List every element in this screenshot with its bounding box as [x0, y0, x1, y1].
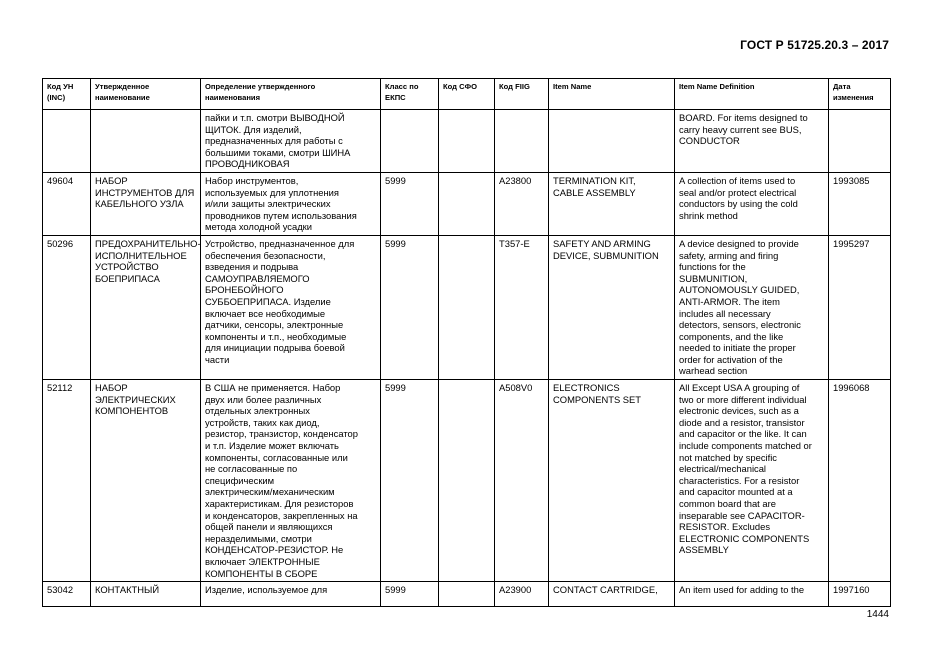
cell-name — [91, 110, 201, 173]
col-header-inc: Код УН (INC) — [43, 79, 91, 110]
cell-name: КОНТАКТНЫЙ — [91, 582, 201, 607]
table-row — [43, 110, 891, 173]
cell-definition: Изделие, используемое для — [201, 582, 381, 607]
cell-item-name: SAFETY AND ARMING DEVICE, SUBMUNITION — [549, 235, 675, 379]
cell-date: 1993085 — [829, 172, 891, 235]
cell-fiig: A23800 — [495, 172, 549, 235]
cell-ekps: 5999 — [381, 172, 439, 235]
cell-inc: 50296 — [43, 235, 91, 379]
table-row — [43, 235, 891, 379]
cell-name: ПРЕДОХРАНИТЕЛЬНО- ИСПОЛНИТЕЛЬНОЕ УСТРОЙСТВО БОЕПРИПАСА — [91, 235, 201, 379]
cell-definition: Устройство, предназначенное для обеспечения безопасности, взведения и подрыва САМОУПРАВЛЯЕМОГО БРОНЕБОЙНОГО СУББОЕПРИПАСА. Изделие включает все необходимые датчики, сенсоры, электронные компоненты и т.п., необходимые для инициации подрыва боевой части — [201, 235, 381, 379]
cell-item-name: TERMINATION KIT, CABLE ASSEMBLY — [549, 172, 675, 235]
col-header-date: Дата изменения — [829, 79, 891, 110]
cell-item-def: A collection of items used to seal and/or protect electrical conductors by using the cold shrink method — [675, 172, 829, 235]
cell-date: 1996068 — [829, 380, 891, 582]
col-header-ekps: Класс по ЕКПС — [381, 79, 439, 110]
cell-date — [829, 110, 891, 173]
cell-item-def: A device designed to provide safety, arming and firing functions for the SUBMUNITION, AUTONOMOUSLY GUIDED, ANTI-ARMOR. The item includes all necessary detectors, sensors, electronic components, and the like needed to initiate the proper order for activation of the warhead section — [675, 235, 829, 379]
cell-fiig: T357-E — [495, 235, 549, 379]
document-header: ГОСТ Р 51725.20.3 – 2017 — [740, 38, 889, 52]
cell-item-name: ELECTRONICS COMPONENTS SET — [549, 380, 675, 582]
cell-date: 1997160 — [829, 582, 891, 607]
cell-definition: Набор инструментов, используемых для уплотнения и/или защиты электрических проводников путем использования метода холодной усадки — [201, 172, 381, 235]
cell-ekps: 5999 — [381, 380, 439, 582]
cell-fiig: A23900 — [495, 582, 549, 607]
cell-inc: 49604 — [43, 172, 91, 235]
cell-fiig — [495, 110, 549, 173]
cell-fiig: A508V0 — [495, 380, 549, 582]
cell-item-def: BOARD. For items designed to carry heavy current see BUS, CONDUCTOR — [675, 110, 829, 173]
col-header-definition: Определение утвержденного наименования — [201, 79, 381, 110]
cell-inc: 52112 — [43, 380, 91, 582]
col-header-item-name: Item Name — [549, 79, 675, 110]
cell-definition: В США не применяется. Набор двух или более различных отдельных электронных устройств, таких как диод, резистор, транзистор, конденсатор и т.п. Изделие может включать компоненты, согласованные или не согласованные по специфическим электрическим/механическим характеристикам. Для резисторов и конденсаторов, закрепленных на общей панели и являющихся неразделимыми, смотри КОНДЕНСАТОР-РЕЗИСТОР. Не включает ЭЛЕКТРОННЫЕ КОМПОНЕНТЫ В СБОРЕ — [201, 380, 381, 582]
table-row — [43, 172, 891, 235]
page-number: 1444 — [866, 609, 889, 620]
table-row — [43, 582, 891, 607]
cell-inc — [43, 110, 91, 173]
cell-sfo — [439, 172, 495, 235]
cell-name: НАБОР ИНСТРУМЕНТОВ ДЛЯ КАБЕЛЬНОГО УЗЛА — [91, 172, 201, 235]
catalog-table — [42, 78, 891, 607]
cell-name: НАБОР ЭЛЕКТРИЧЕСКИХ КОМПОНЕНТОВ — [91, 380, 201, 582]
cell-ekps: 5999 — [381, 582, 439, 607]
cell-date: 1995297 — [829, 235, 891, 379]
col-header-item-def: Item Name Definition — [675, 79, 829, 110]
cell-item-def: All Except USA A grouping of two or more different individual electronic devices, such as a diode and a resistor, transistor and capacitor or the like. It can include components matched or not matched by specific electrical/mechanical characteristics. For a resistor and capacitor mounted at a common board that are inseparable see CAPACITOR- RESISTOR. Excludes ELECTRONIC COMPONENTS ASSEMBLY — [675, 380, 829, 582]
cell-ekps: 5999 — [381, 235, 439, 379]
cell-sfo — [439, 582, 495, 607]
cell-definition: пайки и т.п. смотри ВЫВОДНОЙ ЩИТОК. Для изделий, предназначенных для работы с большими токами, смотри ШИНА ПРОВОДНИКОВАЯ — [201, 110, 381, 173]
cell-item-def: An item used for adding to the — [675, 582, 829, 607]
cell-item-name: CONTACT CARTRIDGE, — [549, 582, 675, 607]
cell-sfo — [439, 235, 495, 379]
col-header-name: Утвержденное наименование — [91, 79, 201, 110]
col-header-fiig: Код FIIG — [495, 79, 549, 110]
cell-sfo — [439, 110, 495, 173]
table-header-row — [43, 79, 891, 110]
cell-sfo — [439, 380, 495, 582]
table-row — [43, 380, 891, 582]
cell-inc: 53042 — [43, 582, 91, 607]
cell-item-name — [549, 110, 675, 173]
col-header-sfo: Код СФО — [439, 79, 495, 110]
cell-ekps — [381, 110, 439, 173]
